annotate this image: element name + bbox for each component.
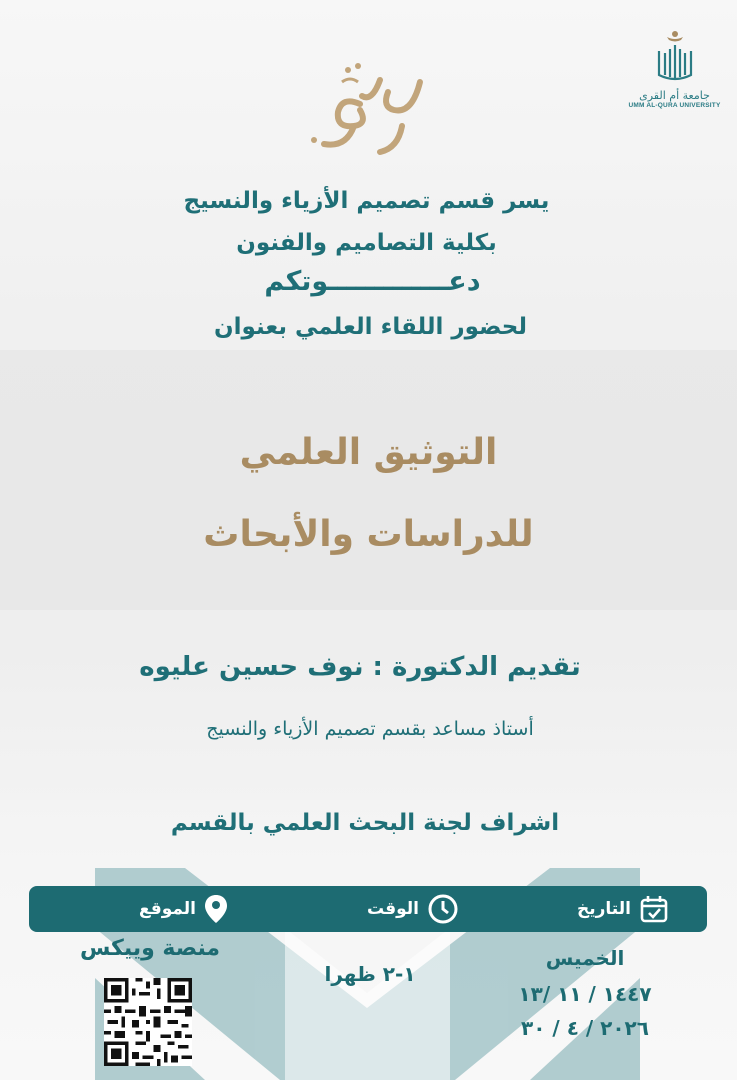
supervision-text: اشراف لجنة البحث العلمي بالقسم <box>170 810 560 836</box>
time-header <box>367 886 459 932</box>
day-value: الخميس <box>545 946 625 970</box>
dawa-calligraphy-logo <box>302 52 432 162</box>
location-header <box>139 886 228 932</box>
presenter-role: أستاذ مساعد بقسم تصميم الأزياء والنسيج <box>206 718 534 740</box>
event-title-line2: للدراسات والأبحاث <box>203 514 534 555</box>
gregorian-date-value: ٢٠٢٦ / ٤ / ٣٠ <box>521 1016 649 1040</box>
background-band <box>0 350 737 610</box>
time-value: ١-٢ ظهرا <box>324 962 416 986</box>
location-value: منصة وييكس <box>79 936 221 961</box>
date-label: التاريخ <box>577 899 631 919</box>
details-bar <box>29 886 707 932</box>
date-header <box>577 886 669 932</box>
presenter-name: تقديم الدكتورة : نوف حسين عليوه <box>139 652 581 682</box>
location-pin-icon <box>204 894 228 924</box>
header-line-invite: دعـــــــــــــوتكم <box>264 266 481 297</box>
location-label: الموقع <box>139 899 197 919</box>
header-line-attend: لحضور اللقاء العلمي بعنوان <box>214 314 527 340</box>
hijri-date-value: ١٤٤٧ / ١١ /١٣ <box>518 982 652 1006</box>
university-emblem-icon <box>653 25 697 83</box>
event-title-line1: التوثيق العلمي <box>239 432 498 473</box>
university-logo <box>622 25 727 109</box>
header-line-college: بكلية التصاميم والفنون <box>236 230 497 256</box>
calendar-check-icon <box>639 894 669 924</box>
logo-arabic-text: جامعة أم القرى <box>639 89 710 102</box>
time-label: الوقت <box>367 899 419 919</box>
qr-code-icon[interactable] <box>104 978 192 1066</box>
header-line-department: يسر قسم تصميم الأزياء والنسيج <box>183 188 550 214</box>
logo-english-text: UMM AL-QURA UNIVERSITY <box>628 102 721 109</box>
clock-icon <box>427 893 459 925</box>
